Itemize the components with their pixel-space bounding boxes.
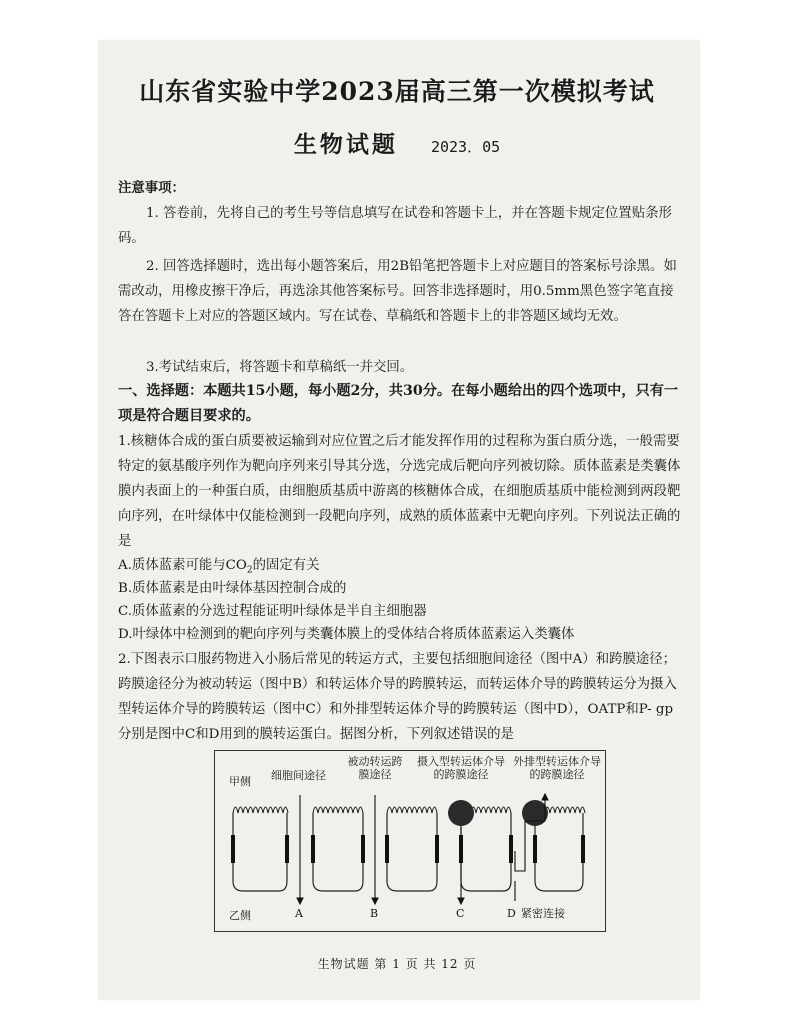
tight-junction-8 xyxy=(509,835,513,863)
section-1-heading: 一、选择题：本题共15小题，每小题2分，共30分。在每小题给出的四个选项中，只有一项是符合题目要求的。 xyxy=(118,383,679,424)
question-1-option-c: C.质体蓝素的分选过程能证明叶绿体是半自主细胞器 xyxy=(118,604,427,619)
microvilli-segment xyxy=(233,807,288,813)
page-footer: 生物试题 第 1 页 共 12 页 xyxy=(317,957,477,971)
notice-item-3: 3.考试结束后，将答题卡和草稿纸一并交回。 xyxy=(146,360,414,375)
tight-junction-10 xyxy=(581,835,585,863)
tight-junction-5 xyxy=(385,835,389,863)
tight-junction-1 xyxy=(231,835,235,863)
tight-junction-3 xyxy=(311,835,315,863)
exam-date: 2023．05 xyxy=(430,138,501,156)
route-a-label: A xyxy=(295,907,303,920)
route-d-label: D xyxy=(507,907,516,920)
tight-junction-2 xyxy=(285,835,289,863)
route-passive-label: 被动转运跨膜途径 xyxy=(347,755,403,781)
cell-3 xyxy=(387,813,437,891)
question-1-stem: 1.核糖体合成的蛋白质要被运输到对应位置之后才能发挥作用的过程称为蛋白质分选，一般需要特定的氨基酸序列作为靶向序列来引导其分选，分选完成后靶向序列被切除。质体蓝素是类囊体膜内表面上的一种蛋白质，由细胞质基质中游离的核糖体合成，在细胞质基质中能检测到两段靶向序列，在叶绿体中仅能检测到一段靶向序列，成熟的质体蓝素中无靶向序列。下列说法正确的是 xyxy=(118,434,681,549)
notice-item-1: 1. 答卷前，先将自己的考生号等信息填写在试卷和答题卡上，并在答题卡规定位置贴条形码。 xyxy=(118,206,672,246)
question-1-option-a: A.质体蓝素可能与$CO_2$的固定有关 xyxy=(118,558,320,576)
intestinal-transport-diagram xyxy=(214,750,606,932)
notice-item-2: 2. 回答选择题时，选出每小题答案后，用2B铅笔把答题卡上对应题目的答案标号涂黑。如需改动，用橡皮擦干净后，再选涂其他答案标号。回答非选择题时，用0.5mm黑色签字笔直接答在答题卡上对应的答题区域内。写在试卷、草稿纸和答题卡上的非答题区域均无效。 xyxy=(118,259,677,324)
efflux-transporter-pgp xyxy=(522,800,548,826)
cell-2 xyxy=(313,813,363,891)
microvilli-segment xyxy=(387,807,437,813)
subject-title: 生物试题 xyxy=(293,131,398,158)
tight-junction-label: 紧密连接 xyxy=(521,907,565,920)
notice-heading: 注意事项： xyxy=(118,180,185,196)
cell-5 xyxy=(535,813,583,891)
route-c-label: C xyxy=(456,907,465,920)
tight-junction-9 xyxy=(533,835,537,863)
route-efflux-label: 外排型转运体介导的跨膜途径 xyxy=(513,755,601,781)
exam-title: 山东省实验中学2023届高三第一次模拟考试 xyxy=(139,77,655,106)
cell-4 xyxy=(461,813,511,891)
question-1-option-b: B.质体蓝素是由叶绿体基因控制合成的 xyxy=(118,581,347,596)
route-uptake-label: 摄入型转运体介导的跨膜途径 xyxy=(417,755,505,781)
question-1-option-d: D.叶绿体中检测到的靶向序列与类囊体膜上的受体结合将质体蓝素运入类囊体 xyxy=(118,627,575,642)
route-b-label: B xyxy=(370,907,379,920)
microvilli-segment xyxy=(313,807,363,813)
tight-junction-4 xyxy=(361,835,365,863)
question-2-stem: 2.下图表示口服药物进入小肠后常见的转运方式，主要包括细胞间途径（图中A）和跨膜途径；跨膜途径分为被动转运（图中B）和转运体介导的跨膜转运，而转运体介导的跨膜转运分为摄入型转运体介导的跨膜转运（图中C）和外排型转运体介导的跨膜转运（图中D），OATP和P- gp分别是图中C和D用到的膜转运蛋白。据图分析，下列叙述错误的是 xyxy=(118,652,677,742)
route-paracellular-label: 细胞间途径 xyxy=(271,769,326,782)
side-bottom-label: 乙侧 xyxy=(229,909,251,922)
cell-1 xyxy=(233,813,287,891)
uptake-transporter-oatp xyxy=(448,800,474,826)
tight-junction-6 xyxy=(435,835,439,863)
subtitle-row xyxy=(0,126,794,159)
side-top-label: 甲侧 xyxy=(229,775,251,788)
